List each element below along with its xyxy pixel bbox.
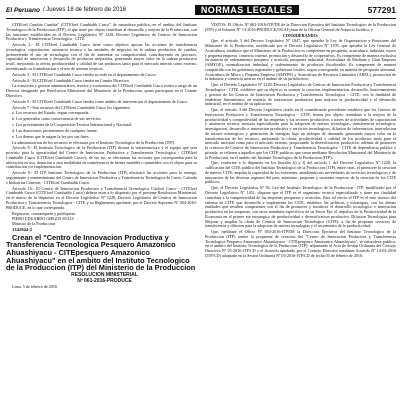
paper-name: El Peruano <box>6 6 40 14</box>
publication-code: 1342944-2 <box>12 226 32 232</box>
header-date: / Jueves 18 de febrero de 2016 <box>42 7 127 13</box>
page-number: 577291 <box>367 5 396 15</box>
signature-block <box>6 217 197 227</box>
paragraph: Que, mediante el Oficio Nº 063-2016-ITP/DE la Direccion Ejecutiva del Instituto Tecnologico de la Produccion (ITP) remite la propuesta de creacion del "Centro de Innovacion Productiva y Transferencia Tecnologica Pesquero Amazonico Ahuashiyacu - CITEpesquero Amazonico Ahuashiyacu", se naturaleza publica, en el ambito del Instituto Tecnologico de la Produccion (ITP); adjuntando el Acta de Sesion Ordinaria del Consejo Directivo Nº 03-2016-ITP/CD y el Acuerdo aprobado por el Consejo Directivo mediante Acuerdo Nº 14-03-2016 (ITP/CD) adoptado en la Sesion Ordinaria Nº 03-2016-ITP/CD de fecha 03 de febrero de 2016; <box>205 229 396 258</box>
paragraph: Que, el Decreto Legislativo Nº 1228, Decreto Legislativo de Centros de Innovacion Productiva y Transferencia Tecnologica - CITE, establece que su objetivo es normar la creacion, implementacion, desarrollo, funcionamiento y gestion de los Centros de Innovacion Productiva y Transferencia Tecnologica - CITE, con la finalidad de establecer lineamientos en materia de innovacion productiva para mejorar la productividad y el desarrollo industrial, en el ambito de su aplicacion; <box>205 82 396 107</box>
paragraph: d. Las donaciones provenientes de cualquier fuente. <box>12 127 98 133</box>
paragraph: VISTOS: El Oficio Nº 063-2016-ITP/DE de la Direccion Ejecutiva del Instituto Tecnologico de la Produccion (ITP) y el Informe Nº 13-2016-PRODUCE/OGAJ-jfuan de la Oficina General de Asesoria Juridica, y <box>205 23 396 32</box>
paragraph: CITEfoel Cumbia Cumbia" (CITEfoel Cumbiabb Cusco" de naturaleza publica, en el ambito del Instituto Tecnologico de la Produccion (ITP), el que tiene por objeto contribuir al desarrollo y mejora de la Produccion, con las funciones establecidas en el Decreto Legislativo Nº 1228, Decreto Legislativo de Centros de Innovacion Productiva y Transferencia Tecnologica - CITE. <box>6 23 197 42</box>
closing-formula: Registrese, comuniquese y publiquese. <box>12 210 77 216</box>
resolution-headline: Crean el "Centro de Innovacion Productiva y Transferencia Tecnologica Pesquero Amazonico Ahuashiyacu - CITEpesquero Amazonico Ahuashiyacu" en el ambito del Instituto Tecnologico de la Produccion (ITP) del Ministerio de la Produccion <box>6 232 196 273</box>
signer-name: PIERO EDUARDO GHEZZI SOLIS <box>12 216 74 222</box>
paragraph: Que, el articulo 3 del Decreto Legislativo Nº 1047, que aprueba la Ley de Organizacion y Funciones del Ministerio de la Produccion, modificado por el Decreto Legislativo Nº 1195, que aprueba la Ley General de Acuicultura, establece que el Ministerio de la Produccion es competente en pesqueria, acuicultura, industria, micro y pequena empresa, comercio interno, promocion y desarrollo de cooperativas. Es competente de manera exclusiva en materia de ordenamiento pesquero y acuicola, pesqueria industrial, Acuicultura de Mediana y Gran Empresa (AMYGE), normalizacion industrial y ordenamiento de productos fiscalizados. Es competente de manera compartida con los gobiernos regionales y gobiernos locales, segun corresponda, en materia de pesqueria artesanal, Acuicultura de Micro y Pequena Empresa (AMYPE) y Acuicultura de Recursos Limitados (AREL), promocion de la industria y comercio interno en el ambito de su jurisdiccion; <box>205 38 396 82</box>
paragraph: c. Los provenientes de la Cooperacion Tecnica Internacional y Nacional. <box>12 122 133 128</box>
columns <box>6 23 396 401</box>
paragraph: Articulo 2.- El CITEfoel Cumbiabb Cusco tiene como objetivo apoyar las acciones de transferencia tecnologica, capacitacion, asistencia tecnica a las unidades de negocios en la cadena productiva de cumbia, promoviendo el uso de tecnologias con el fin de aumentar su competitividad, contribuyendo en procesos, capacidad de innovacion y desarrollo de productos mejorados, generando mayor valor en la cadena productiva textil, mejorando la oferta, productividad y calidad de sus productos tanto para el mercado interno como externo, incentivando su formalizacion y el uso de normas tecnicas. <box>6 42 197 71</box>
paragraph: a. Los recursos del Estado, segun corresponda. <box>12 110 90 116</box>
header-masthead <box>6 7 126 14</box>
paragraph: Articulo 8.- El Instituto Tecnologico de la Produccion (ITP) dictara la infraestructura y el equipo que sera provisto para la operatividad del Centro de Innovacion Productiva y Transferencia Tecnologica - CITEfoel Cumbiabb Cusco (CITEfoel Cumbiabb Cusco); de ser asi, se efectuaran las acciones que correspondan para la afectacion en uso, donacion u otra modalidad de transferencia de bienes muebles o inmuebles con el objeto para su contribucion y/o implementacion. <box>6 145 197 170</box>
paragraph: La estructura y gestion administrativa, tecnica y economica del CITEfoel Cumbiabb Cusco estara a cargo de un Director designado por Resolucion Ministerial del Ministerio de la Produccion, quien participara en el Comite Directivo. <box>6 83 197 98</box>
paragraph: Que, el articulo 3 del Decreto Legislativo citado en el considerando precedente establece que los Centros de Innovacion Productiva y Transferencia Tecnologica - CITE, tienen por objeto contribuir a la mejora de la productividad y competitividad de las empresas y los sectores productivos a traves de actividades de capacitacion y asistencia tecnica, asesoria especializada para la adopcion de nuevas tecnologias, transferencia tecnologica, investigacion, desarrollo e innovacion productiva y servicios tecnologicos, difusion de informacion, interrelacion de actores estrategicos y generacion de sinergias bajo un enfoque de demanda, generando mayor valor en la transformacion de los recursos, mejorando la oferta, productividad y calidad de los productos tanto para el mercado nacional como para el mercado externo, propiciando la diversificacion productiva; ademas de promover la creacion de Centros de Innovacion Productiva y Transferencia Tecnologica - CITE de dependencia publica o privada, se refieren a aquellos que los CITE publicos que crean mediante Resolucion Ministerial del Ministerio de la Produccion, en el ambito del Instituto Tecnologico de la Produccion (ITP); <box>205 107 396 160</box>
signer-title: Ministro de la Produccion <box>12 221 56 227</box>
right-column <box>205 23 396 401</box>
paragraph: Articulo 10.- El Centro de Innovacion Productiva y Transferencia Tecnologica Citefoel Cusco - CITEfoel Cumbiabb Cusco (CITEfoel Cumbiabb Cusco) debera estar a lo dispuesto por el presente Resolucion Ministerial, en el marco de lo dispuesto en el Decreto Legislativo Nº 1228, Decreto Legislativo de Centros de Innovacion Productiva y Transferencia Tecnologica - CITE y su Reglamento aprobado por el Decreto Supremo Nº 004-2016-PRODUCE, en lo que corresponda. <box>6 185 197 210</box>
section-title: NORMAS LEGALES <box>195 5 299 15</box>
resolution-date: Lima, 5 de febrero de 2016 <box>12 283 58 289</box>
paragraph: Articulo 7.- Son recursos del CITEfoel Cumbiabb Cusco los siguientes: <box>12 104 131 110</box>
page-header <box>6 4 396 19</box>
resolution-number: Nº 061-2016-PRODUCE <box>77 277 132 284</box>
paragraph: La administracion de los recursos se efectuara por el Instituto Tecnologico de la Produccion (ITP). <box>12 139 176 145</box>
paragraph: Que, conforme a lo dispuesto en los literales b) y f) del articulo 1 del Decreto Legislativo Nº 1228, la calificacion del CITE publico del Instituto Tecnologico de la Produccion (ITP), entre otras, el promover la creacion de nuevos CITE; ampliar la capacidad de los existentes, atendiendo sus necesidades de servicios tecnologicos y de innovacion de las diversas regiones del pais; asimismo, proponer y sustentar respecto de la creacion de los CITE publicos; <box>205 160 396 185</box>
paragraph: Articulo 9.- El ITP Instituto Tecnologico de la Produccion (ITP) efectuara las acciones para la entrega, seguimiento y mantenimiento del Centro de Innovacion Productiva y Transferencia Tecnologica de Cuero, Calzado e Industrias Conexas - CITEfoel Cumbiabb Cusco. <box>6 170 197 185</box>
left-column <box>6 23 197 401</box>
paragraph: Que, el Decreto Legislativo Nº 92, Ley del Instituto Tecnologico de la Produccion - ITP, modificado por el Decreto Legislativo Nº 1451, dispone que el ITP es el organismo tecnico especializado y tiene por finalidad contribuir a la competitividad de las empresas pesqueras y acuicolas. Para tal efecto el ITP es el ente tecnico del sistema de CITE que desarrolla e implementa los CITE, establece las politicas y estrategias, con las demas entidades que resulten competentes con el fin de promover y fortalecer el desarrollo tecnologico e innovacion productiva en las empresas, con otros mandatos especificos de su Tercer Eje, el impulsor de la Productividad de la Economia en el primer eje estrategico de productividad y diversificacion productiva. Difusion Tecnologica para Mejorar y ampliar la oferta de Centros de Innovacion Tecnologica (CITE), a fin de proponer servicios de transferencia y difusion para la adopcion de nuevas tecnologias y el incremento de la productividad; <box>205 185 396 229</box>
paragraph: b. Los generados como consecuencia de sus servicios. <box>12 116 102 122</box>
resolution-title: RESOLUCION MINISTERIAL <box>71 271 138 278</box>
paragraph: Articulo 3.- El CITEfoel Cumbiabb Cusco tendra su sede en el departamento de Cusco. <box>12 71 157 77</box>
paragraph: Articulo 4.- El CITEfoel Cumbiabb Cusco tendra un Comite Directivo. <box>12 77 130 83</box>
paragraph: e. Los demas que le asigne la ley por sus fines. <box>12 133 90 139</box>
paragraph: Articulo 5.- El CITEfoel Cumbiabb Cusco tendra como ambito de intervencion el departamento de Cusco. <box>12 98 189 104</box>
considerando-heading: CONSIDERANDO: <box>282 32 319 38</box>
